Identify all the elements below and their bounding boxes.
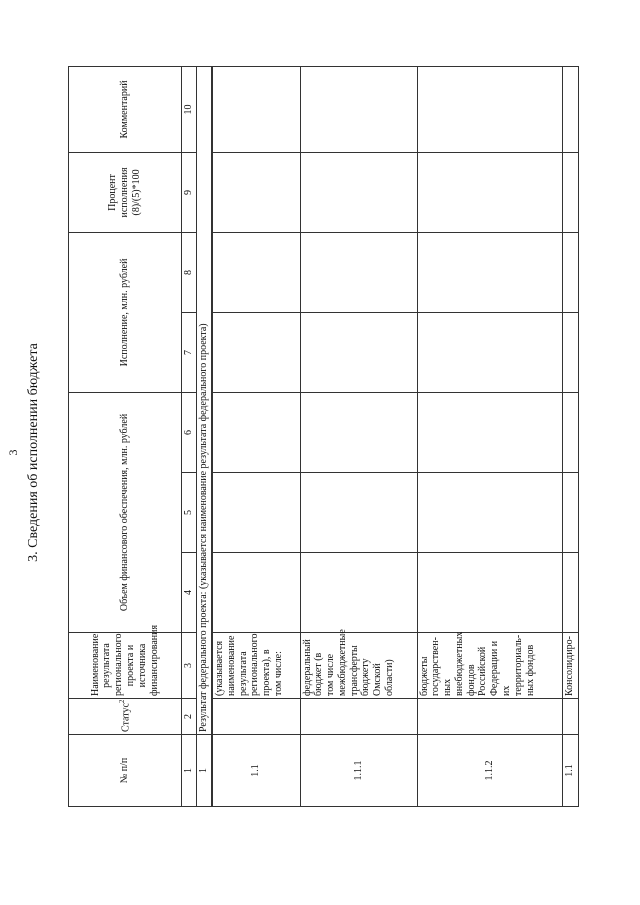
column-number: 1 bbox=[182, 735, 197, 807]
row-number: 1.1 bbox=[562, 735, 578, 807]
value-cell bbox=[300, 473, 417, 553]
header-name: Наименование результата регионального проекта и источника финансирования bbox=[69, 633, 182, 699]
value-cell bbox=[562, 473, 578, 553]
section-title: 3. Сведения об исполнении бюджета bbox=[26, 343, 41, 562]
value-cell bbox=[562, 152, 578, 232]
value-cell bbox=[212, 152, 300, 232]
row-name: (указывается наименование результата регионального проекта), в том числе: bbox=[212, 633, 300, 699]
value-cell bbox=[300, 312, 417, 392]
page-number: 3 bbox=[6, 449, 20, 456]
status-cell bbox=[562, 699, 578, 735]
header-row bbox=[69, 66, 182, 806]
row-name: бюджеты государствен-ных внебюджетных фондов Российской Федерации и их территориаль-ных фондов bbox=[417, 633, 562, 699]
row-name: Консолидиро- bbox=[562, 633, 578, 699]
status-cell bbox=[417, 699, 562, 735]
row-number: 1.1.2 bbox=[417, 735, 562, 807]
value-cell bbox=[562, 392, 578, 472]
header-status-label: Статус bbox=[120, 703, 132, 732]
value-cell bbox=[300, 152, 417, 232]
comment-cell bbox=[300, 66, 417, 152]
column-number: 6 bbox=[182, 392, 197, 472]
value-cell bbox=[212, 392, 300, 472]
header-percent: Процент исполнения (8)/(5)*100 bbox=[69, 152, 182, 232]
value-cell bbox=[300, 392, 417, 472]
row-name: федеральный бюджет (в том числе межбюджетные трансферты бюджету Омской области) bbox=[300, 633, 417, 699]
value-cell bbox=[212, 232, 300, 312]
budget-execution-table bbox=[68, 66, 579, 807]
status-cell bbox=[300, 699, 417, 735]
header-status bbox=[69, 699, 182, 735]
result-row bbox=[197, 66, 213, 806]
row-number: 1.1.1 bbox=[300, 735, 417, 807]
comment-cell bbox=[212, 66, 300, 152]
value-cell bbox=[212, 473, 300, 553]
column-number: 7 bbox=[182, 312, 197, 392]
column-number: 4 bbox=[182, 553, 197, 633]
table-row bbox=[212, 66, 300, 806]
header-execution: Исполнение, млн. рублей bbox=[69, 232, 182, 392]
column-number: 2 bbox=[182, 699, 197, 735]
comment-cell bbox=[417, 66, 562, 152]
table-row bbox=[562, 66, 578, 806]
value-cell bbox=[417, 312, 562, 392]
value-cell bbox=[212, 312, 300, 392]
column-number: 8 bbox=[182, 232, 197, 312]
value-cell bbox=[417, 473, 562, 553]
header-funding: Объем финансового обеспечения, млн. рублей bbox=[69, 392, 182, 632]
value-cell bbox=[562, 553, 578, 633]
status-cell bbox=[212, 699, 300, 735]
header-number: № п/п bbox=[69, 735, 182, 807]
column-number: 10 bbox=[182, 66, 197, 152]
value-cell bbox=[417, 232, 562, 312]
value-cell bbox=[212, 553, 300, 633]
value-cell bbox=[300, 232, 417, 312]
value-cell bbox=[417, 553, 562, 633]
column-number-row bbox=[182, 66, 197, 806]
value-cell bbox=[417, 392, 562, 472]
row-number: 1.1 bbox=[212, 735, 300, 807]
result-number: 1 bbox=[197, 735, 213, 807]
comment-cell bbox=[562, 66, 578, 152]
column-number: 5 bbox=[182, 473, 197, 553]
header-status-footnote: 2 bbox=[117, 699, 126, 704]
table-row bbox=[300, 66, 417, 806]
table-row bbox=[417, 66, 562, 806]
column-number: 3 bbox=[182, 633, 197, 699]
value-cell bbox=[300, 553, 417, 633]
value-cell bbox=[562, 312, 578, 392]
value-cell bbox=[417, 152, 562, 232]
column-number: 9 bbox=[182, 152, 197, 232]
value-cell bbox=[562, 232, 578, 312]
result-text: Результат федерального проекта: (указывается наименование результата федерального проекта) bbox=[197, 66, 213, 734]
header-comment: Комментарий bbox=[69, 66, 182, 152]
